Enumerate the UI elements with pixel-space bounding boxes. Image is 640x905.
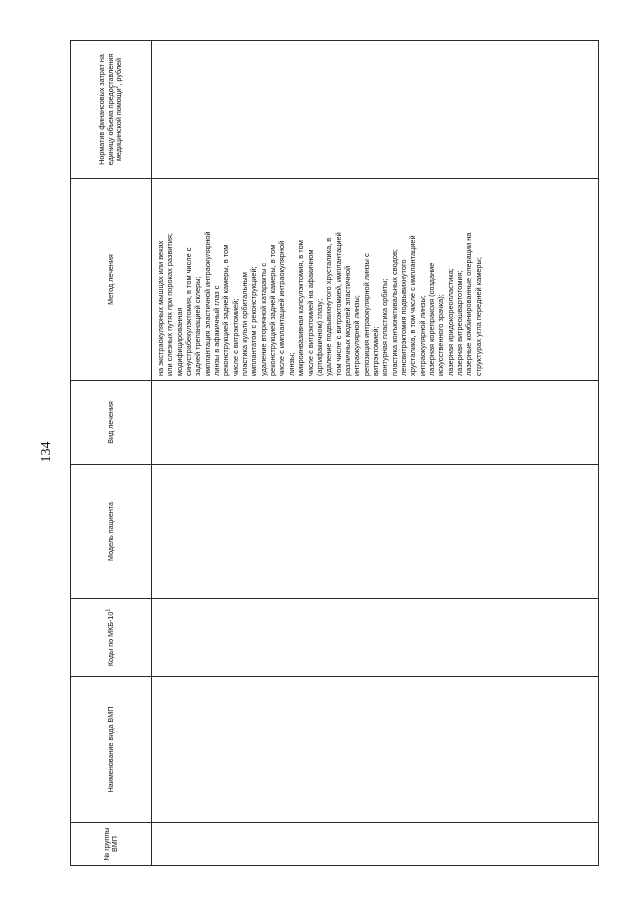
cell-cost-norm	[152, 41, 599, 179]
cell-treatment-method	[152, 179, 599, 381]
treatment-method-line: интраокулярной линзы;	[352, 295, 362, 376]
treatment-method-line: том числе с витрэктомией, имплантацией	[333, 232, 343, 376]
treatment-methods-list	[156, 182, 483, 376]
treatment-method-line: имплантация эластичной интраокулярной	[202, 231, 212, 376]
cell-patient-model	[152, 465, 599, 599]
treatment-method-line: линзы в афакичный глаз с	[212, 285, 222, 376]
treatment-method-line: имплантатом с реконструкцией;	[249, 266, 259, 376]
table-row	[152, 41, 599, 866]
cell-vmp-name	[152, 677, 599, 823]
table-header-row	[71, 41, 152, 866]
treatment-method-line: линзы;	[286, 352, 296, 376]
treatment-method-line: на экстраокулярных мышцах или веках	[156, 240, 165, 376]
treatment-method-line: или слезных путях при пороках развития;	[165, 233, 175, 376]
treatment-method-line: интраокулярной линзы;	[417, 295, 427, 376]
header-vmp-name: Наименование вида ВМП	[71, 677, 152, 823]
rotated-page	[70, 41, 591, 866]
treatment-method-line: удаление вторичной катаракты с	[258, 262, 268, 376]
treatment-method-line: лазерная витреошвартотомия;	[455, 270, 464, 376]
treatment-method-line: (артифакичном) глазу;	[314, 298, 324, 376]
treatment-method-line: различных моделей эластичной	[342, 265, 352, 376]
treatment-method-line: модифицированная	[174, 307, 184, 376]
treatment-method-line: числе с витрэктомией;	[230, 298, 240, 376]
treatment-method-line: структурах угла передней камеры;	[473, 257, 483, 376]
treatment-method-line: искусственного зрачка);	[436, 294, 446, 376]
page-number: 134	[39, 441, 54, 463]
header-cost-norm: Норматив финансовых затрат на единицу объема предоставления медицинской помощи$^2$, рублей	[71, 41, 152, 179]
footnote-marker: 2	[113, 85, 120, 89]
treatment-method-line: числе с имплантацией интраокулярной	[277, 240, 287, 376]
treatment-method-line: удаление подвывихнутого хрусталика, в	[324, 237, 334, 376]
treatment-method-line: реконструкцией задней камеры, в том	[268, 244, 278, 376]
treatment-method-line: репозиция интраокулярной линзы с	[361, 253, 371, 376]
header-mkb-codes: Коды по МКБ-$10^1$	[71, 599, 152, 677]
cell-treatment-type	[152, 381, 599, 465]
treatment-table	[70, 40, 599, 866]
treatment-method-line: хрусталика, в том числе с имплантацией	[408, 235, 418, 376]
treatment-method-line: микроинвазивная капсулэктомия, в том	[296, 240, 306, 376]
header-group: № группы ВМП	[71, 823, 152, 866]
treatment-method-line: лазерная иридокореопластика;	[445, 268, 455, 376]
cell-group	[152, 823, 599, 866]
header-treatment-type: Вид лечения	[71, 381, 152, 465]
treatment-method-line: числе с витрэктомией на афакичном	[305, 249, 315, 376]
treatment-method-line: реконструкцией задней камеры, в том	[221, 244, 231, 376]
footnote-marker: 1	[105, 608, 112, 612]
treatment-method-line: пластика культи орбитальным	[240, 272, 250, 376]
treatment-method-line: ленсвитрэктомия подвывихнутого	[398, 259, 408, 376]
treatment-method-line: синустрабекулэктомия, в том числе с	[184, 247, 194, 376]
table-frame	[70, 41, 591, 866]
treatment-method-line: лазерная корепраксия (создание	[426, 262, 436, 376]
header-patient-model: Модель пациента	[71, 465, 152, 599]
treatment-method-line: задней трепанацией склеры;	[193, 276, 203, 376]
treatment-method-line: лазерные комбинированные операции на	[464, 232, 474, 376]
treatment-method-line: контурная пластика орбиты;	[380, 278, 390, 376]
treatment-method-line: витрэктомией;	[370, 326, 380, 376]
treatment-method-line: пластика конъюнктивальных сводов;	[389, 249, 399, 376]
header-treatment-method: Метод лечения	[71, 179, 152, 381]
cell-mkb-codes	[152, 599, 599, 677]
